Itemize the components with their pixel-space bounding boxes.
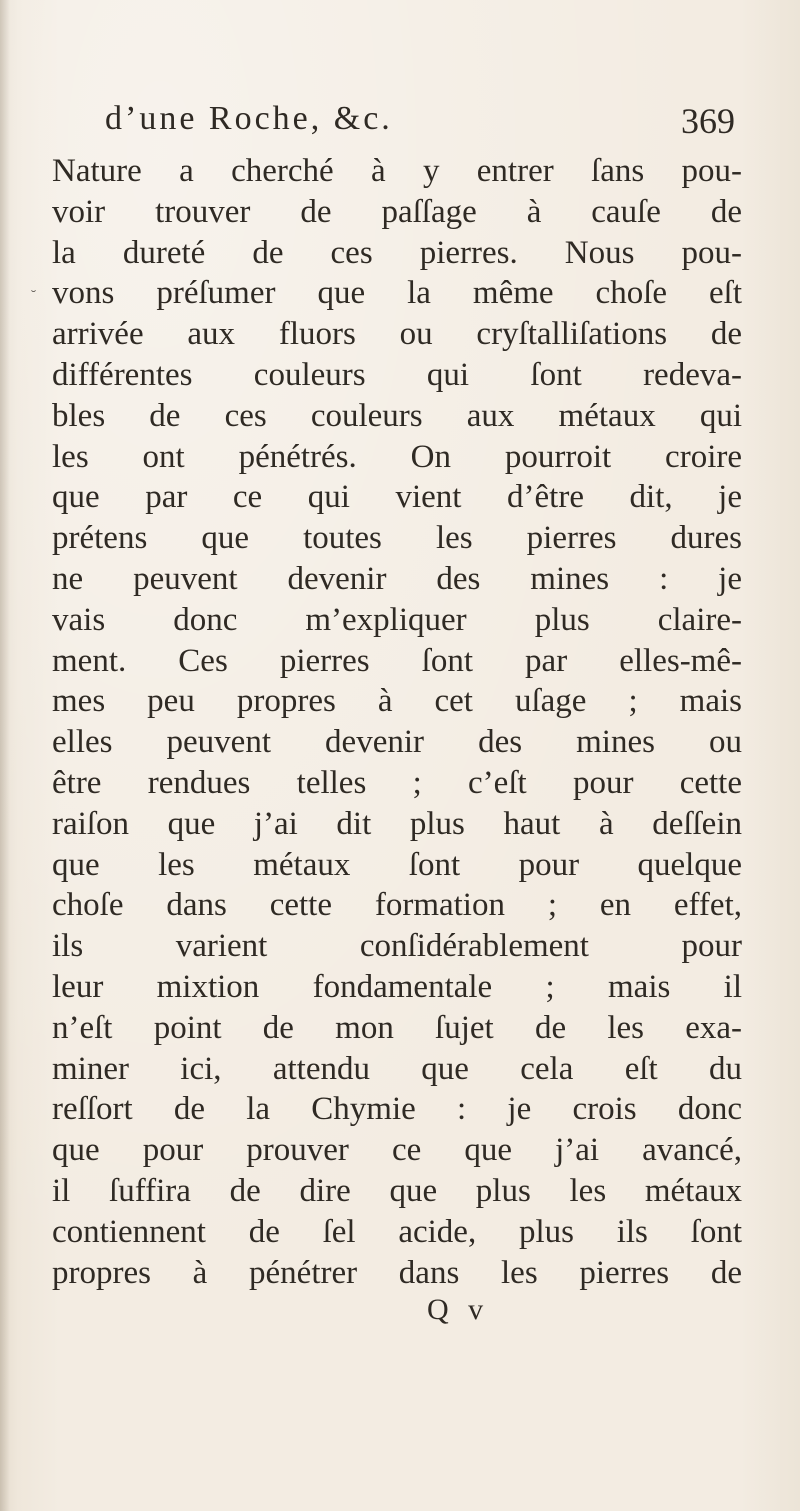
text-line: voir trouver de paſſage à cauſe de — [52, 193, 742, 230]
text-line: être rendues telles ; c’eſt pour cette — [52, 764, 742, 801]
text-line: les ont pénétrés. On pourroit croire — [52, 438, 742, 475]
text-line: miner ici, attendu que cela eſt du — [52, 1050, 742, 1087]
gutter-shadow — [0, 0, 10, 1511]
text-line: n’eſt point de mon ſujet de les exa- — [52, 1009, 742, 1046]
text-line: leur mixtion fondamentale ; mais il — [52, 968, 742, 1005]
text-line: raiſon que j’ai dit plus haut à deſſein — [52, 805, 742, 842]
signature-mark: Q v — [427, 1293, 490, 1326]
text-line: arrivée aux fluors ou cryſtalliſations de — [52, 316, 742, 353]
text-line: choſe dans cette formation ; en effet, — [52, 887, 742, 924]
text-line: bles de ces couleurs aux métaux qui — [52, 397, 742, 434]
text-line: ment. Ces pierres ſont par elles-mê- — [52, 642, 742, 679]
text-line: que les métaux ſont pour quelque — [52, 846, 742, 883]
text-line: propres à pénétrer dans les pierres de — [52, 1254, 742, 1291]
text-line: reſſort de la Chymie : je crois donc — [52, 1091, 742, 1128]
text-line: différentes couleurs qui ſont redeva- — [52, 356, 742, 393]
running-head: d’une Roche, &c. — [105, 100, 393, 137]
text-line: ils varient conſidérablement pour — [52, 928, 742, 965]
text-line: vons préſumer que la même choſe eſt — [52, 275, 742, 312]
margin-mark: ˘ — [30, 289, 37, 305]
text-line: mes peu propres à cet uſage ; mais — [52, 683, 742, 720]
text-line: elles peuvent devenir des mines ou — [52, 724, 742, 761]
text-line: ne peuvent devenir des mines : je — [52, 560, 742, 597]
text-line: il ſuffira de dire que plus les métaux — [52, 1172, 742, 1209]
text-line: que par ce qui vient d’être dit, je — [52, 479, 742, 516]
text-line: la dureté de ces pierres. Nous pou- — [52, 234, 742, 271]
body-text — [52, 151, 742, 1293]
text-line: Nature a cherché à y entrer ſans pou- — [52, 153, 742, 189]
text-line: vais donc m’expliquer plus claire- — [52, 601, 742, 638]
text-line: prétens que toutes les pierres dures — [52, 520, 742, 557]
page-number: 369 — [681, 101, 735, 141]
page-header — [95, 100, 735, 146]
text-line: que pour prouver ce que j’ai avancé, — [52, 1132, 742, 1169]
text-line: contiennent de ſel acide, plus ils ſont — [52, 1213, 742, 1250]
